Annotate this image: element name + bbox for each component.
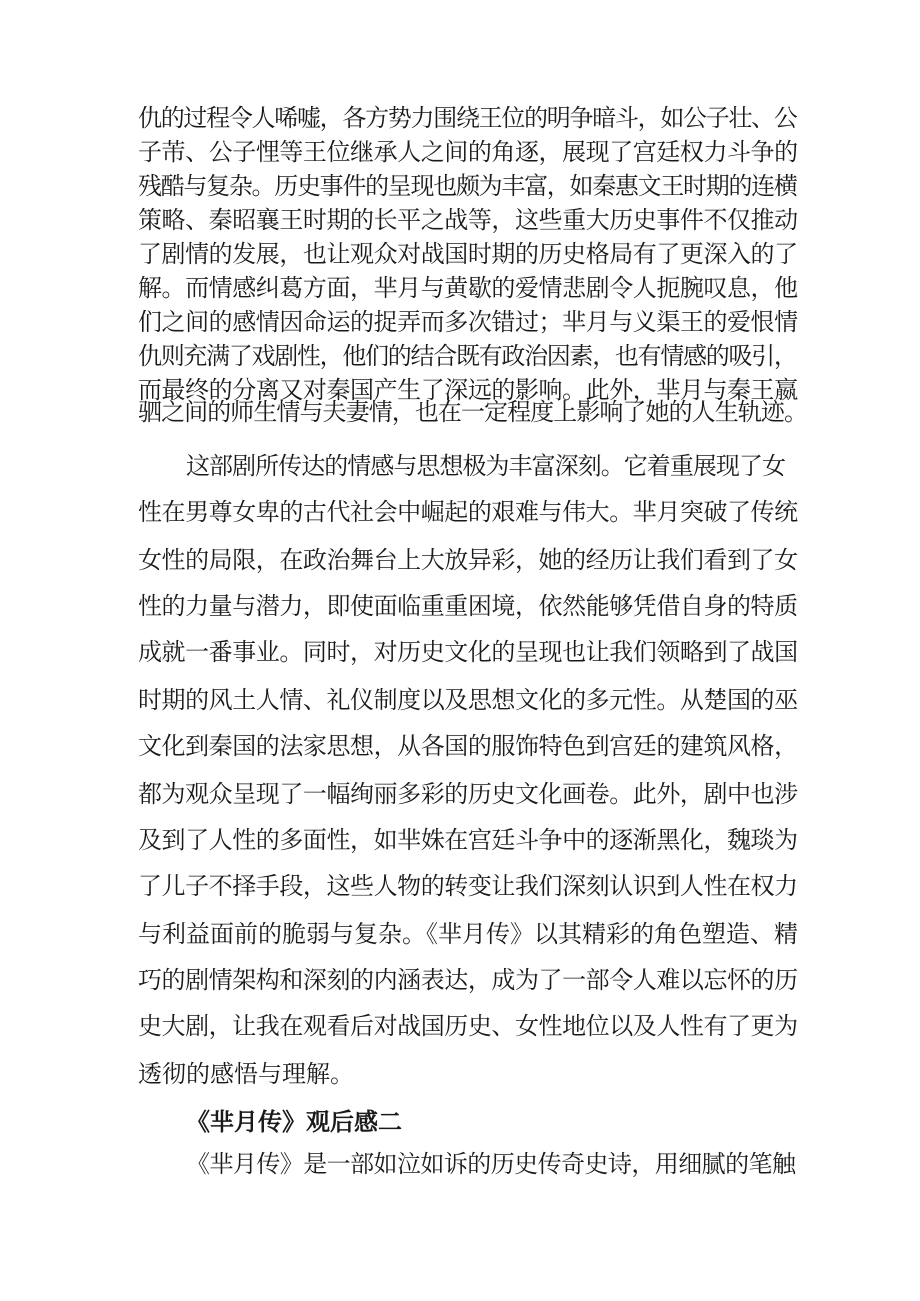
paragraph-2-line-4: 性的力量与潜力，即使面临重重困境，依然能够凭借自身的特质 bbox=[138, 592, 798, 620]
paragraph-1-line-5: 了剧情的发展，也让观众对战国时期的历史格局有了更深入的了 bbox=[138, 240, 798, 268]
section-heading: 《芈月传》观后感二 bbox=[186, 1108, 402, 1136]
paragraph-1-line-10: 驷之间的师生情与夫妻情，也在一定程度上影响了她的人生轨迹。 bbox=[138, 398, 808, 426]
paragraph-1-line-4: 策略、秦昭襄王时期的长平之战等，这些重大历史事件不仅推动 bbox=[138, 206, 798, 234]
paragraph-2-line-1: 这部剧所传达的情感与思想极为丰富深刻。它着重展现了女 bbox=[186, 452, 786, 480]
paragraph-2-line-11: 与利益面前的脆弱与复杂。《芈月传》以其精彩的角色塑造、精 bbox=[138, 920, 798, 948]
paragraph-1-line-2: 子芾、公子悝等王位继承人之间的角逐，展现了宫廷权力斗争的 bbox=[138, 138, 798, 166]
paragraph-2-line-14: 透彻的感悟与理解。 bbox=[138, 1060, 354, 1088]
paragraph-1-line-6: 解。而情感纠葛方面，芈月与黄歇的爱情悲剧令人扼腕叹息，他 bbox=[138, 274, 798, 302]
paragraph-1-line-1: 仇的过程令人唏嘘，各方势力围绕王位的明争暗斗，如公子壮、公 bbox=[138, 104, 797, 132]
paragraph-1-line-8: 仇则充满了戏剧性，他们的结合既有政治因素，也有情感的吸引， bbox=[138, 342, 797, 370]
paragraph-2-line-6: 时期的风土人情、礼仪制度以及思想文化的多元性。从楚国的巫 bbox=[138, 686, 798, 714]
paragraph-1-line-7: 们之间的感情因命运的捉弄而多次错过；芈月与义渠王的爱恨情 bbox=[138, 308, 798, 336]
paragraph-2-line-12: 巧的剧情架构和深刻的内涵表达，成为了一部令人难以忘怀的历 bbox=[138, 966, 798, 994]
paragraph-2-line-7: 文化到秦国的法家思想，从各国的服饰特色到宫廷的建筑风格， bbox=[138, 732, 798, 760]
paragraph-2-line-2: 性在男尊女卑的古代社会中崛起的艰难与伟大。芈月突破了传统 bbox=[138, 498, 798, 526]
paragraph-2-line-10: 了儿子不择手段，这些人物的转变让我们深刻认识到人性在权力 bbox=[138, 872, 798, 900]
paragraph-3-line-1: 《芈月传》是一部如泣如诉的历史传奇史诗，用细腻的笔触 bbox=[186, 1150, 796, 1178]
paragraph-2-line-13: 史大剧，让我在观看后对战国历史、女性地位以及人性有了更为 bbox=[138, 1012, 798, 1040]
paragraph-2-line-5: 成就一番事业。同时，对历史文化的呈现也让我们领略到了战国 bbox=[138, 638, 798, 666]
paragraph-2-line-9: 及到了人性的多面性，如芈姝在宫廷斗争中的逐渐黑化，魏琰为 bbox=[138, 826, 798, 854]
paragraph-2-line-8: 都为观众呈现了一幅绚丽多彩的历史文化画卷。此外，剧中也涉 bbox=[138, 780, 798, 808]
paragraph-1-line-9: 而最终的分离又对秦国产生了深远的影响。此外，芈月与秦王嬴 bbox=[138, 376, 798, 404]
paragraph-2-line-3: 女性的局限，在政治舞台上大放异彩，她的经历让我们看到了女 bbox=[138, 546, 798, 574]
paragraph-1-line-3: 残酷与复杂。历史事件的呈现也颇为丰富，如秦惠文王时期的连横 bbox=[138, 172, 797, 200]
